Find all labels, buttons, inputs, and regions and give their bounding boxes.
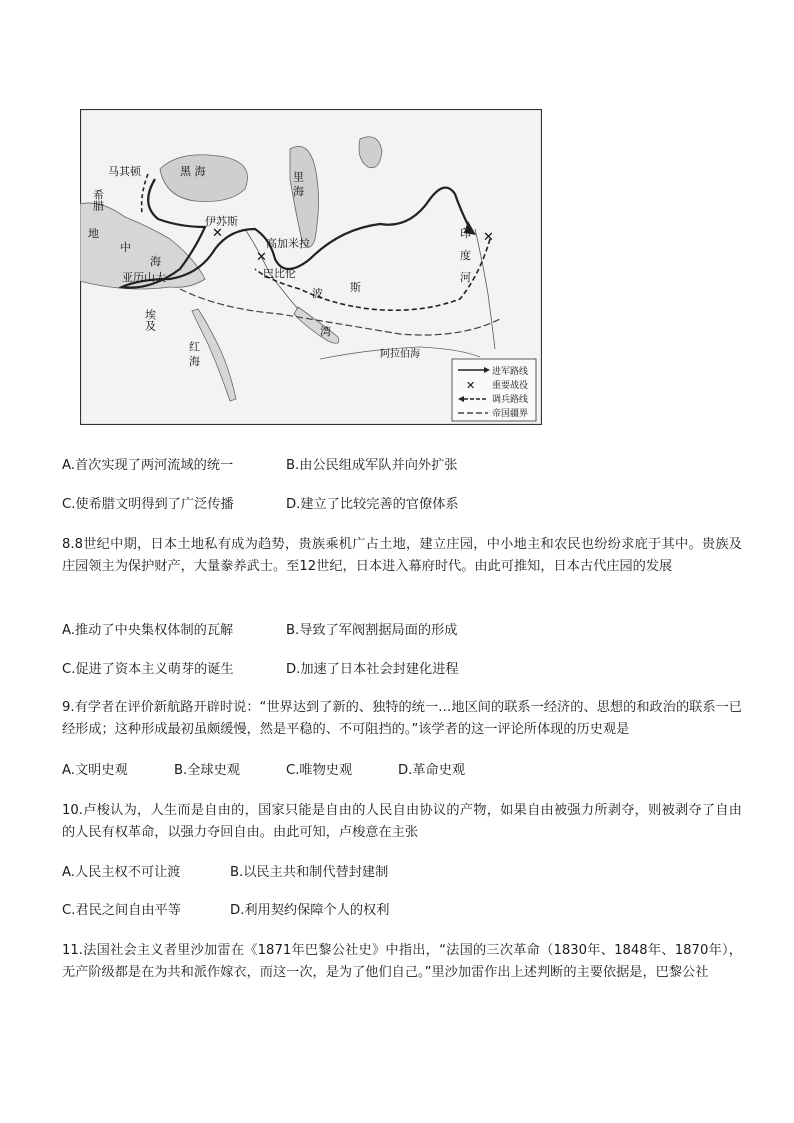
q9-option-b[interactable]: B.全球史观	[174, 763, 240, 778]
label-persia-2: 斯	[350, 281, 361, 294]
label-gaugamela: 高加米拉	[266, 237, 310, 250]
label-issus: 伊苏斯	[205, 215, 238, 228]
map-legend	[452, 359, 536, 421]
label-indus-3: 河	[460, 271, 471, 284]
label-macedonia: 马其顿	[108, 165, 141, 178]
svg-text:✕: ✕	[466, 379, 476, 392]
q8-option-d[interactable]: D.加速了日本社会封建化进程	[286, 662, 459, 677]
legend-border: 帝国疆界	[492, 409, 529, 419]
q8-option-c[interactable]: C.促进了资本主义萌芽的诞生	[62, 662, 234, 677]
label-indus-2: 度	[460, 249, 471, 262]
q7-options-row2	[62, 494, 459, 516]
label-egypt: 埃及	[143, 309, 157, 331]
label-persian-gulf: 湾	[320, 325, 331, 338]
legend-transfer: 调兵路线	[492, 395, 529, 405]
svg-text:✕: ✕	[256, 250, 267, 265]
q8-option-a[interactable]: A.推动了中央集权体制的瓦解	[62, 623, 234, 638]
label-indus-1: 印	[460, 227, 471, 240]
label-mediterranean-1: 地	[88, 227, 99, 240]
label-mediterranean-3: 海	[150, 255, 161, 268]
q9-option-c[interactable]: C.唯物史观	[286, 763, 353, 778]
label-black-sea: 黑 海	[180, 165, 206, 178]
q7-option-d[interactable]: D.建立了比较完善的官僚体系	[286, 497, 459, 512]
legend-advance: 进军路线	[492, 367, 529, 377]
q9-options	[62, 760, 465, 782]
svg-text:✕: ✕	[212, 226, 223, 241]
label-persia-1: 波	[312, 287, 323, 300]
label-caspian-sea: 里 海	[291, 171, 305, 197]
q10-options-row2	[62, 900, 389, 922]
q10-stem: 10.卢梭认为，人生而是自由的，国家只能是自由的人民自由协议的产物，如果自由被强力所剥夺，则被剥夺了自由的人民有权革命，以强力夺回自由。由此可知，卢梭意在主张	[62, 803, 742, 840]
q8-stem: 8.8世纪中期，日本土地私有成为趋势，贵族乘机广占土地，建立庄园，中小地主和农民也纷纷求庇于其中。贵族及庄园领主为保护财产，大量豢养武士。至12世纪，日本进入幕府时代。由此可推知，日本古代庄园的发展	[62, 537, 742, 574]
q10-option-c[interactable]: C.君民之间自由平等	[62, 903, 181, 918]
alexander-campaign-map	[80, 109, 542, 425]
q10-options-row1	[62, 862, 388, 884]
q9-stem: 9.有学者在评价新航路开辟时说：“世界达到了新的、独特的统一…地区间的联系一经济的、思想的和政治的联系一已经形成；这种形成最初虽颇缓慢，然是平稳的、不可阻挡的。”该学者的这一评论所体现的历史观是	[62, 700, 742, 737]
label-babylon: 巴比伦	[263, 267, 296, 280]
q8-options-row2	[62, 659, 459, 681]
q11-stem: 11.法国社会主义者里沙加雷在《1871年巴黎公社史》中指出，“法国的三次革命（1830年、1848年、1870年），无产阶级都是在为共和派作嫁衣，而这一次，是为了他们自己。”里沙加雷作出上述判断的主要依据是，巴黎公社	[62, 943, 742, 980]
label-red-sea: 红 海	[187, 341, 201, 367]
legend-battle: 重要战役	[492, 381, 529, 391]
q7-options-row1	[62, 455, 458, 477]
q9-option-d[interactable]: D.革命史观	[398, 763, 466, 778]
q7-option-a[interactable]: A.首次实现了两河流域的统一	[62, 458, 234, 473]
q9-option-a[interactable]: A.文明史观	[62, 763, 128, 778]
q7-option-b[interactable]: B.由公民组成军队并向外扩张	[286, 458, 458, 473]
q10-option-d[interactable]: D.利用契约保障个人的权利	[230, 903, 390, 918]
svg-text:✕: ✕	[483, 230, 494, 245]
q10-option-a[interactable]: A.人民主权不可让渡	[62, 865, 181, 880]
label-greece: 希腊	[91, 189, 105, 211]
label-arabian-sea: 阿拉伯海	[380, 349, 420, 360]
label-alexandria: 亚历山大	[122, 271, 166, 284]
q7-option-c[interactable]: C.使希腊文明得到了广泛传播	[62, 497, 234, 512]
q8-options-row1	[62, 620, 458, 642]
q10-option-b[interactable]: B.以民主共和制代替封建制	[230, 865, 389, 880]
label-mediterranean-2: 中	[120, 241, 131, 254]
q8-option-b[interactable]: B.导致了军阀割据局面的形成	[286, 623, 458, 638]
